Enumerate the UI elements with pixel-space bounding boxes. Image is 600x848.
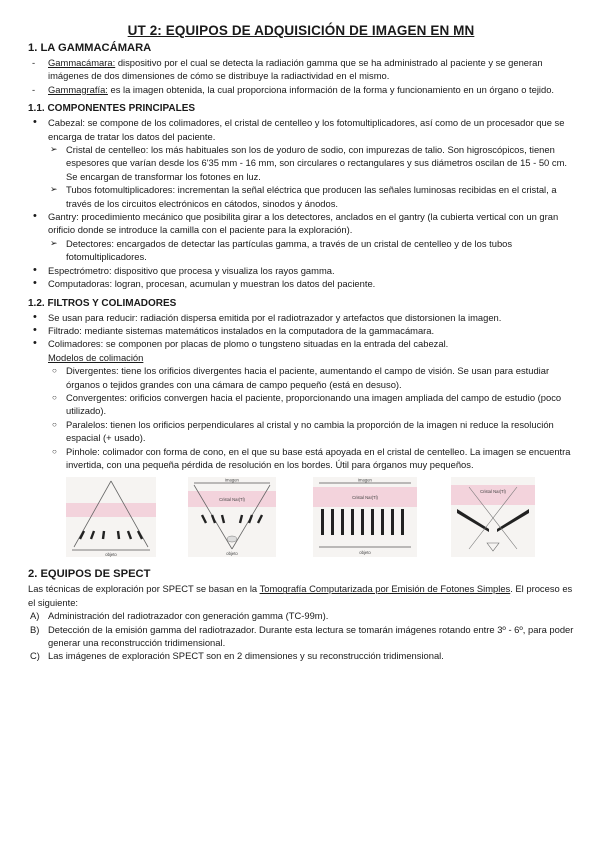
spect-steps-list bbox=[28, 609, 574, 663]
list-item-pinhole: ○ Pinhole: colimador con forma de cono, en el que su base está apoyada en el cristal de centelleo. La imagen se encuentra invertida, con una pequeña pérdida de resolución en los bordes. Útil para órganos muy pequeños. bbox=[28, 445, 574, 472]
list-item-text: Gantry: procedimiento mecánico que posibilita girar a los detectores, anclados en el gantry (la cubierta vertical con un gran orificio donde se introduce la camilla con el paciente para la exploración). bbox=[48, 211, 559, 236]
collimator-figures bbox=[28, 477, 574, 559]
cabezal-sublist bbox=[28, 143, 574, 210]
page-title: UT 2: EQUIPOS DE ADQUISICIÓN DE IMAGEN EN MN bbox=[127, 23, 475, 38]
list-item: ➢ Detectores: encargados de detectar las partículas gamma, a través de un cristal de centelleo y de los tubos fotomultiplicadores. bbox=[28, 237, 574, 264]
section-heading-gammacamara: 1. LA GAMMACÁMARA bbox=[28, 42, 152, 54]
list-item: • Filtrado: mediante sistemas matemáticos instalados en la computadora de la gammacámara. bbox=[28, 324, 574, 337]
step-letter: A) bbox=[30, 610, 40, 622]
list-item-paralelos: ○ Paralelos: tienen los orificios perpendiculares al cristal y no cambia la proporción de la imagen ni reduce la resolución espacial (+ usado). bbox=[28, 418, 574, 445]
list-item: • Se usan para reducir: radiación dispersa emitida por el radiotrazador y artefactos que distorsionen la imagen. bbox=[28, 311, 574, 324]
intro-text: . El proceso es el siguiente: bbox=[28, 583, 573, 608]
step-text: Administración del radiotrazador con generación gamma (TC-99m). bbox=[48, 610, 329, 622]
components-list-2 bbox=[28, 210, 574, 237]
parallel-collimator-figure bbox=[313, 477, 417, 557]
list-item-espectrometro: • Espectrómetro: dispositivo que procesa y visualiza los rayos gamma. bbox=[28, 264, 574, 277]
section-heading-filtros: 1.2. FILTROS Y COLIMADORES bbox=[28, 297, 177, 309]
term-gammagrafia: Gammagrafía: bbox=[48, 83, 108, 95]
list-item-divergentes: ○ Divergentes: tiene los orificios divergentes hacia el paciente, aumentando el campo de visión. Se usan para estudiar órganos o tejidos grandes con una cámara de campo pequeño (está en desuso). bbox=[28, 364, 574, 391]
pinhole-collimator-figure bbox=[451, 477, 535, 557]
section-heading-componentes: 1.1. COMPONENTES PRINCIPALES bbox=[28, 103, 196, 115]
collimation-models-list bbox=[28, 364, 574, 471]
divergent-collimator-figure bbox=[66, 477, 156, 557]
figure-label: Cristal NaI(Tl) bbox=[480, 489, 506, 495]
figure-label: objeto bbox=[359, 550, 371, 556]
figure-label: Cristal NaI(Tl) bbox=[219, 497, 245, 503]
list-item bbox=[28, 649, 574, 662]
modelos-label: Modelos de colimación bbox=[48, 351, 144, 363]
intro-term: Tomografía Computarizada por Emisión de Fotones Simples bbox=[259, 583, 511, 595]
intro-text: Las técnicas de exploración por SPECT se basan en la bbox=[28, 583, 260, 595]
list-item bbox=[28, 623, 574, 650]
list-item-computadoras: • Computadoras: logran, procesan, acumulan y muestran los datos del paciente. bbox=[28, 277, 574, 290]
section-heading-spect: 2. EQUIPOS DE SPECT bbox=[28, 568, 151, 581]
list-item-text: Cabezal: se compone de los colimadores, el cristal de centelleo y los fotomultiplicadores, así como de un procesador que se encarga de tratar los datos del paciente. bbox=[48, 117, 565, 142]
figure-label: imagen bbox=[225, 477, 239, 483]
list-item-cabezal bbox=[28, 116, 574, 143]
step-text: Detección de la emisión gamma del radiotrazador. Durante esta lectura se tomarán imágenes rotando entre 3º - 6º, para poder generar una reconstrucción tridimensional. bbox=[48, 623, 574, 648]
spect-intro bbox=[28, 582, 574, 609]
definition-text: dispositivo por el cual se detecta la radiación gamma que se ha administrado al paciente y se generan imágenes de dos dimensiones de cómo se distribuye la radiactividad en el mismo. bbox=[48, 57, 543, 82]
gantry-sublist bbox=[28, 237, 574, 264]
figure-label: imagen bbox=[358, 477, 372, 483]
definition-list bbox=[28, 56, 574, 96]
figure-label: Cristal NaI(Tl) bbox=[352, 495, 378, 501]
list-item: ➢ Cristal de centelleo: los más habituales son los de yoduro de sodio, con impurezas de talio. Son higroscópicos, tienen espesores que varían desde los 6'35 mm - 16 mm, son circulares o rectangulares y sus diámetros oscilan de 15 - 50 cm. Se encargan de transformar los fotones en luz. bbox=[28, 143, 574, 183]
list-item bbox=[28, 609, 574, 622]
step-letter: B) bbox=[30, 623, 40, 635]
convergent-collimator-figure bbox=[188, 477, 276, 557]
list-item bbox=[28, 83, 574, 96]
definition-text: es la imagen obtenida, la cual proporciona información de la forma y funcionamiento en un órgano o tejido. bbox=[107, 83, 555, 95]
list-item: ➢ Tubos fotomultiplicadores: incrementan la señal eléctrica que producen las señales luminosas recibidas en el cristal, a través de los circuitos electrónicos en cátodos, sinodos y ánodos. bbox=[28, 183, 574, 210]
step-letter: C) bbox=[30, 650, 40, 662]
figure-label: objeto bbox=[105, 552, 117, 558]
term-gammacamara: Gammacámara: bbox=[48, 57, 116, 68]
components-list-3 bbox=[28, 264, 574, 291]
list-item-convergentes: ○ Convergentes: orificios convergen hacia el paciente, proporcionando una imagen ampliada del campo de estudio (poco utilizado). bbox=[28, 391, 574, 418]
list-item: • Colimadores: se componen por placas de plomo o tungsteno situadas en la entrada del cabezal. bbox=[28, 337, 574, 350]
document-page bbox=[28, 22, 574, 663]
figure-label: objeto bbox=[226, 551, 238, 557]
components-list bbox=[28, 116, 574, 143]
filters-list bbox=[28, 311, 574, 351]
list-item bbox=[28, 56, 574, 83]
list-item-gantry bbox=[28, 210, 574, 237]
step-text: Las imágenes de exploración SPECT son en 2 dimensiones y su reconstrucción tridimensional. bbox=[48, 650, 444, 662]
